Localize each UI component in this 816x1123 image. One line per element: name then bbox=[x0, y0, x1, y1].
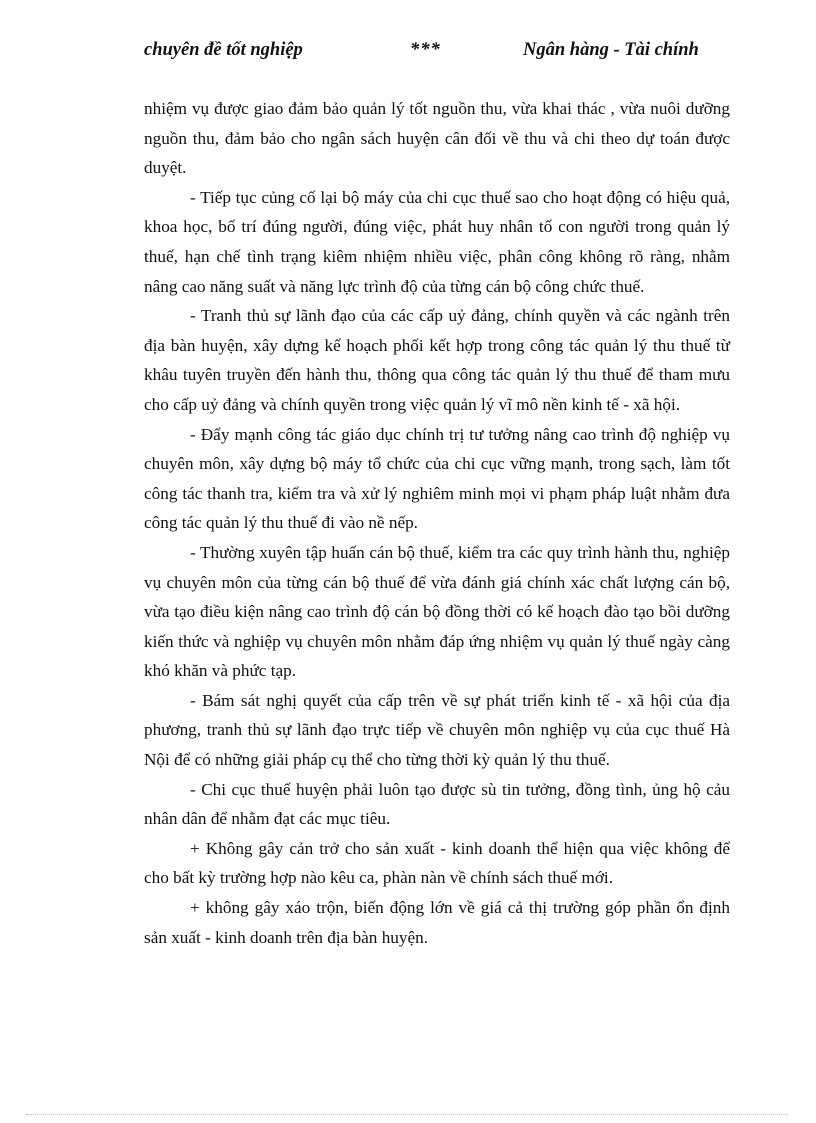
paragraph-no-obstruction: + Không gây cản trở cho sản xuất - kinh doanh thể hiện qua việc không để cho bất kỳ trường hợp nào kêu ca, phàn nàn về chính sách thuế mới. bbox=[144, 838, 730, 888]
footer-divider bbox=[26, 1114, 788, 1115]
header-left-title: chuyên đề tốt nghiệp bbox=[144, 40, 303, 60]
paragraph-price-stability: + không gây xáo trộn, biến động lớn về giá cả thị trường góp phần ổn định sản xuất - kinh doanh trên địa bàn huyện. bbox=[144, 898, 730, 947]
document-body bbox=[144, 94, 730, 952]
paragraph-follow-resolutions: - Bám sát nghị quyết của cấp trên về sự phát triển kinh tế - xã hội của địa phương, tranh thủ sự lãnh đạo trực tiếp về chuyên môn nghiệp vụ của cục thuế Hà Nội để có những giải pháp cụ thể cho từng thời kỳ quản lý thu thuế. bbox=[144, 690, 730, 770]
paragraph-strengthen-apparatus: - Tiếp tục củng cố lại bộ máy của chi cục thuế sao cho hoạt động có hiệu quả, khoa học, bố trí đúng người, đúng việc, phát huy nhân tố con người trong quản lý thuế, hạn chế tình trạng kiêm nhiệm nhiều việc, phân công không rõ ràng, nhằm nâng cao năng suất và năng lực trình độ của từng cán bộ công chức thuế. bbox=[144, 187, 730, 296]
paragraph-regular-training: - Thường xuyên tập huấn cán bộ thuế, kiểm tra các quy trình hành thu, nghiệp vụ chuyên môn của từng cán bộ thuế để vừa đánh giá chính xác chất lượng cán bộ, vừa tạo điều kiện nâng cao trình độ cán bộ đồng thời có kế hoạch đào tạo bồi dưỡng kiến thức và nghiệp vụ chuyên môn nhằm đáp ứng nhiệm vụ quản lý thuế ngày càng khó khăn và phức tạp. bbox=[144, 542, 730, 681]
paragraph-public-trust: - Chi cục thuế huyện phải luôn tạo được sù tin tưởng, đồng tình, ủng hộ cảu nhân dân để nhằm đạt các mục tiêu. bbox=[144, 779, 730, 829]
paragraph-political-education: - Đẩy mạnh công tác giáo dục chính trị tư tưởng nâng cao trình độ nghiệp vụ chuyên môn, xây dựng bộ máy tổ chức của chi cục vững mạnh, trong sạch, làm tốt công tác thanh tra, kiểm tra và xử lý nghiêm minh mọi vi phạm pháp luật nhằm đưa công tác quản lý thu thuế đi vào nề nếp. bbox=[144, 424, 730, 533]
header-right-title: Ngân hàng - Tài chính bbox=[523, 40, 699, 60]
paragraph-continuation: nhiệm vụ được giao đảm bảo quản lý tốt nguồn thu, vừa khai thác , vừa nuôi dưỡng nguồn thu, đảm bảo cho ngân sách huyện cân đối về thu và chi theo dự toán được duyệt. bbox=[144, 99, 730, 178]
page-header bbox=[0, 40, 816, 70]
paragraph-party-leadership: - Tranh thủ sự lãnh đạo của các cấp uỷ đảng, chính quyền và các ngành trên địa bàn huyện, xây dựng kế hoạch phối kết hợp trong công tác quản lý thu thuế từ khâu tuyên truyền đến hành thu, thông qua công tác quản lý thu thuế để tham mưu cho cấp uỷ đảng và chính quyền trong việc quản lý vĩ mô nền kinh tế - xã hội. bbox=[144, 306, 730, 414]
header-separator: *** bbox=[410, 40, 441, 60]
